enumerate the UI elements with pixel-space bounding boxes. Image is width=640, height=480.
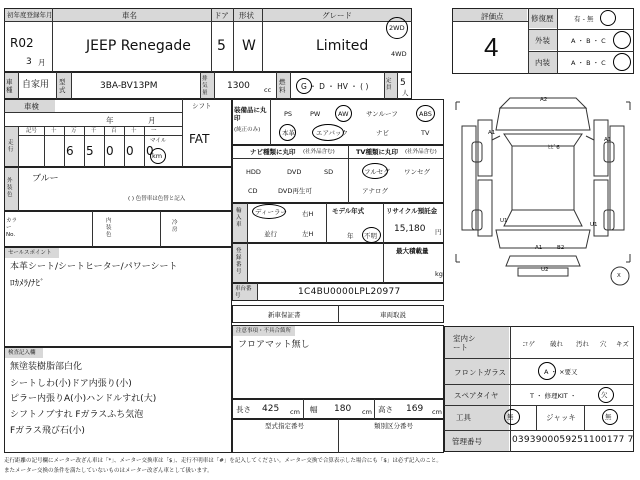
manual-label: 車両取説 xyxy=(380,311,406,319)
category-label: 車種 xyxy=(6,78,13,94)
diagram-label-u1-left: U1 xyxy=(500,218,508,224)
interior-eval-options: A ・ B ・ C xyxy=(571,59,606,67)
equipment-label: 装備品に丸印 xyxy=(234,106,267,122)
place-ichi: 一 xyxy=(151,128,157,134)
tv-fullseg: フルセグ xyxy=(364,168,390,176)
inspector-label: 検査記入欄 xyxy=(5,348,43,358)
notice-label: 注意事項・不具合箇所 xyxy=(233,326,295,336)
reg-month: 3 xyxy=(26,57,32,67)
import-label: 輸入車 xyxy=(236,208,242,228)
diagram-label-b2: B2 xyxy=(557,245,565,251)
seat-label: 室内シート xyxy=(453,334,476,352)
car-name: JEEP Renegade xyxy=(86,38,191,54)
mileage-digit-2: 5 xyxy=(86,144,94,158)
reg-year-label: 初年度登録年月 xyxy=(7,11,53,19)
diagram-label-x: X xyxy=(617,273,621,279)
tv-analog: アナログ xyxy=(362,187,388,195)
diagram-label-a1-left: A1 xyxy=(488,130,496,136)
diagram-label-u2: U2 xyxy=(541,267,549,273)
tv-label: TV種類に丸印 xyxy=(356,148,398,156)
equip-navi: ナビ xyxy=(376,129,389,137)
mileage-digit-4: 0 xyxy=(126,144,134,158)
exterior-eval-label: 外装 xyxy=(535,36,550,45)
type-designation-label: 型式指定番号 xyxy=(265,422,304,430)
color-no-label: カラーNo. xyxy=(6,218,18,238)
navi-cd: CD xyxy=(248,187,258,195)
spare-label: スペアタイヤ xyxy=(454,391,499,400)
inspection-year-unit: 年 xyxy=(106,116,114,125)
width-label: 幅 xyxy=(310,405,318,414)
width-value: 180 xyxy=(334,404,352,414)
reg-year: R02 xyxy=(10,36,34,50)
inspector-line-3: ピラー内張りA(小)ハンドルすれ(大) xyxy=(10,394,157,404)
navi-dvd-playback: DVD再生可 xyxy=(278,187,312,195)
repair-none-circle xyxy=(600,10,616,26)
recycle-yen: 円 xyxy=(435,228,442,236)
shift-value: FAT xyxy=(189,132,210,146)
equip-sunroof: サンルーフ xyxy=(366,110,398,118)
grade-label: グレード xyxy=(322,11,352,20)
place-man: 万 xyxy=(71,128,77,134)
diagram-label-a1-right: A1 xyxy=(604,137,612,143)
cc-unit: cc xyxy=(264,86,272,94)
displacement-label: 排気量 xyxy=(202,76,208,96)
interior-color-label: 内装色 xyxy=(106,218,112,238)
repair-options: 有 - 無 xyxy=(574,15,594,23)
model-year-label: モデル年式 xyxy=(332,207,365,215)
tv-note: (社外品含む) xyxy=(405,149,437,155)
jack-value: 無 xyxy=(605,413,612,421)
inspector-line-1: 無塗装樹脂部白化 xyxy=(10,362,83,372)
inspection-label: 車検 xyxy=(24,102,39,111)
seat-hole: 穴 xyxy=(600,340,607,348)
doors-label: ドア xyxy=(214,11,229,20)
registration-label: 登録番号 xyxy=(236,248,242,275)
place-sen: 千 xyxy=(91,128,97,134)
interior-block xyxy=(4,211,232,247)
seat-tear: 破れ xyxy=(550,340,563,348)
length-value: 425 xyxy=(262,404,280,414)
max-load-label: 最大積載量 xyxy=(396,247,429,255)
spare-options: T ・ 修理KIT ・ xyxy=(530,392,577,400)
glass-options: A ・ ×要又 xyxy=(544,368,578,376)
notice-value: フロアマット無し xyxy=(238,340,310,350)
recycle-label: リサイクル預託金 xyxy=(386,207,438,215)
navi-hdd: HDD xyxy=(246,168,261,176)
model-year-unit: 年 xyxy=(347,232,354,240)
equip-leather: 本革 xyxy=(282,129,295,137)
tv-oneseg: ワンセグ xyxy=(404,168,430,176)
model-year-unknown: 不明 xyxy=(364,232,377,240)
model-label: 型式 xyxy=(59,78,66,94)
displacement-value: 1300 xyxy=(227,81,250,91)
vin-label: 車台番号 xyxy=(235,286,252,299)
place-juu: 十 xyxy=(131,128,137,134)
capacity-value: 5 xyxy=(400,78,406,88)
footer-line-2: またメーター交換の条件を満たしていないものはメーター改ざん車として扱います。 xyxy=(4,468,213,474)
vin-value: 1C4BU0000LPL20977 xyxy=(298,287,401,297)
import-right-hand: 右H xyxy=(302,210,314,218)
diagram-label-a1-rear: A1 xyxy=(535,245,543,251)
length-label: 長さ xyxy=(236,405,251,414)
sales-point-line-2: ﾛｶﾒﾗ/ﾅﾋﾞ xyxy=(10,279,45,289)
length-unit: cm xyxy=(290,408,300,416)
mileage-digit-3: 0 xyxy=(106,144,114,158)
inspector-line-4: シフトノブすれ Fガラスふち気泡 xyxy=(10,410,144,420)
capacity-label: 定員 xyxy=(386,78,392,91)
equip-abs: ABS xyxy=(419,110,432,118)
mgmt-number: 0393900059251100177 7 xyxy=(512,435,634,445)
score-value: 4 xyxy=(484,32,499,62)
footer-line-1: 走行距離の記号欄にメーター改ざん車は「*」、メーター交換車は「$」、走行不明車は「#」を記入してください。メーター交換で合算表示した場合にも「$」は必ず記入のこと。 xyxy=(4,458,442,464)
drive-2wd: 2WD xyxy=(389,24,405,32)
shape-label: 形状 xyxy=(239,11,254,20)
equipment-sublabel: (純正のみ) xyxy=(234,127,261,133)
shift-label: シフト xyxy=(192,102,212,110)
mgmt-label: 管理番号 xyxy=(452,437,482,446)
navi-dvd: DVD xyxy=(287,168,302,176)
equip-aw: AW xyxy=(338,110,349,118)
max-load-unit: kg xyxy=(435,270,443,278)
import-dealer: ディーラー xyxy=(255,208,287,216)
reg-month-unit: 月 xyxy=(38,58,46,67)
doors-value: 5 xyxy=(217,38,226,54)
seat-stain: 汚れ xyxy=(576,340,589,348)
exterior-eval-options: A ・ B ・ C xyxy=(571,37,606,45)
equip-tv: TV xyxy=(421,129,430,137)
diagram-label-crack: ﾋﾋﾞ6 xyxy=(548,145,560,151)
symbol-label: 記号 xyxy=(26,128,38,134)
place-10man: 十 xyxy=(51,128,57,134)
category-value: 自家用 xyxy=(22,80,50,90)
shape-value: W xyxy=(242,38,256,54)
warranty-label: 新車保証書 xyxy=(268,311,301,319)
sales-point-line-1: 本革シート/シートヒーター/パワーシート xyxy=(10,262,178,272)
equip-airbag: エアバック xyxy=(316,129,348,137)
import-parallel: 並行 xyxy=(264,230,277,238)
grade-value: Limited xyxy=(316,38,369,54)
equip-pw: PW xyxy=(310,110,321,118)
seat-burn: コゲ xyxy=(522,340,535,348)
interior-eval-label: 内装 xyxy=(535,58,550,67)
drive-4wd: 4WD xyxy=(391,50,407,58)
exterior-c-circle xyxy=(613,31,631,49)
recycle-fee: 15,180 xyxy=(394,224,426,234)
mileage-digit-5: 0 xyxy=(146,144,154,158)
inspector-line-2: シートしわ(小)ドア内張り(小) xyxy=(10,379,132,389)
width-unit: cm xyxy=(362,408,372,416)
sales-points-label: セールスポイント xyxy=(5,248,59,258)
km-label: km xyxy=(152,152,163,160)
model-value: 3BA-BV13PM xyxy=(100,81,158,91)
tools-value: 無 xyxy=(507,413,514,421)
equip-ps: PS xyxy=(284,110,293,118)
exterior-color: ブルー xyxy=(32,174,59,184)
spare-missing: 欠 xyxy=(601,391,608,399)
height-value: 169 xyxy=(406,404,424,414)
navi-label: ナビ種類に丸印 xyxy=(250,148,296,156)
glass-label: フロントガラス xyxy=(454,368,507,377)
capacity-unit: 人 xyxy=(402,89,409,97)
exterior-note: ( ) 色替車は色替と記入 xyxy=(128,196,186,202)
cooling-label: 冷房 xyxy=(172,220,178,233)
travel-label: 走行 xyxy=(8,140,14,153)
import-left-hand: 左H xyxy=(302,230,314,238)
place-hyaku: 百 xyxy=(111,128,117,134)
tools-label: 工具 xyxy=(456,413,471,422)
inspector-line-5: Fガラス飛び石(小) xyxy=(10,426,85,436)
inspection-month-unit: 月 xyxy=(148,116,156,125)
seat-scratch: キズ xyxy=(616,340,629,348)
car-name-label: 車名 xyxy=(122,11,137,20)
diagram-label-u1-right: U1 xyxy=(590,222,598,228)
diagram-label-a2: A2 xyxy=(540,97,548,103)
navi-sd: SD xyxy=(324,168,334,176)
jack-label: ジャッキ xyxy=(546,413,576,422)
car-damage-diagram xyxy=(452,80,634,324)
interior-c-circle xyxy=(613,53,631,71)
height-label: 高さ xyxy=(378,405,393,414)
score-label: 評価点 xyxy=(481,12,504,21)
category-number-label: 類別区分番号 xyxy=(374,422,413,430)
notice-block xyxy=(232,325,444,399)
navi-note: (社外品含む) xyxy=(303,149,335,155)
repair-label: 修復歴 xyxy=(531,14,554,23)
fuel-options: G ・ D ・ HV ・ ( ) xyxy=(301,82,369,91)
mile-label: マイル xyxy=(150,138,167,144)
fuel-label: 燃料 xyxy=(279,78,286,94)
exterior-label: 外装色 xyxy=(7,178,13,198)
height-unit: cm xyxy=(432,408,442,416)
mileage-digit-1: 6 xyxy=(66,144,74,158)
